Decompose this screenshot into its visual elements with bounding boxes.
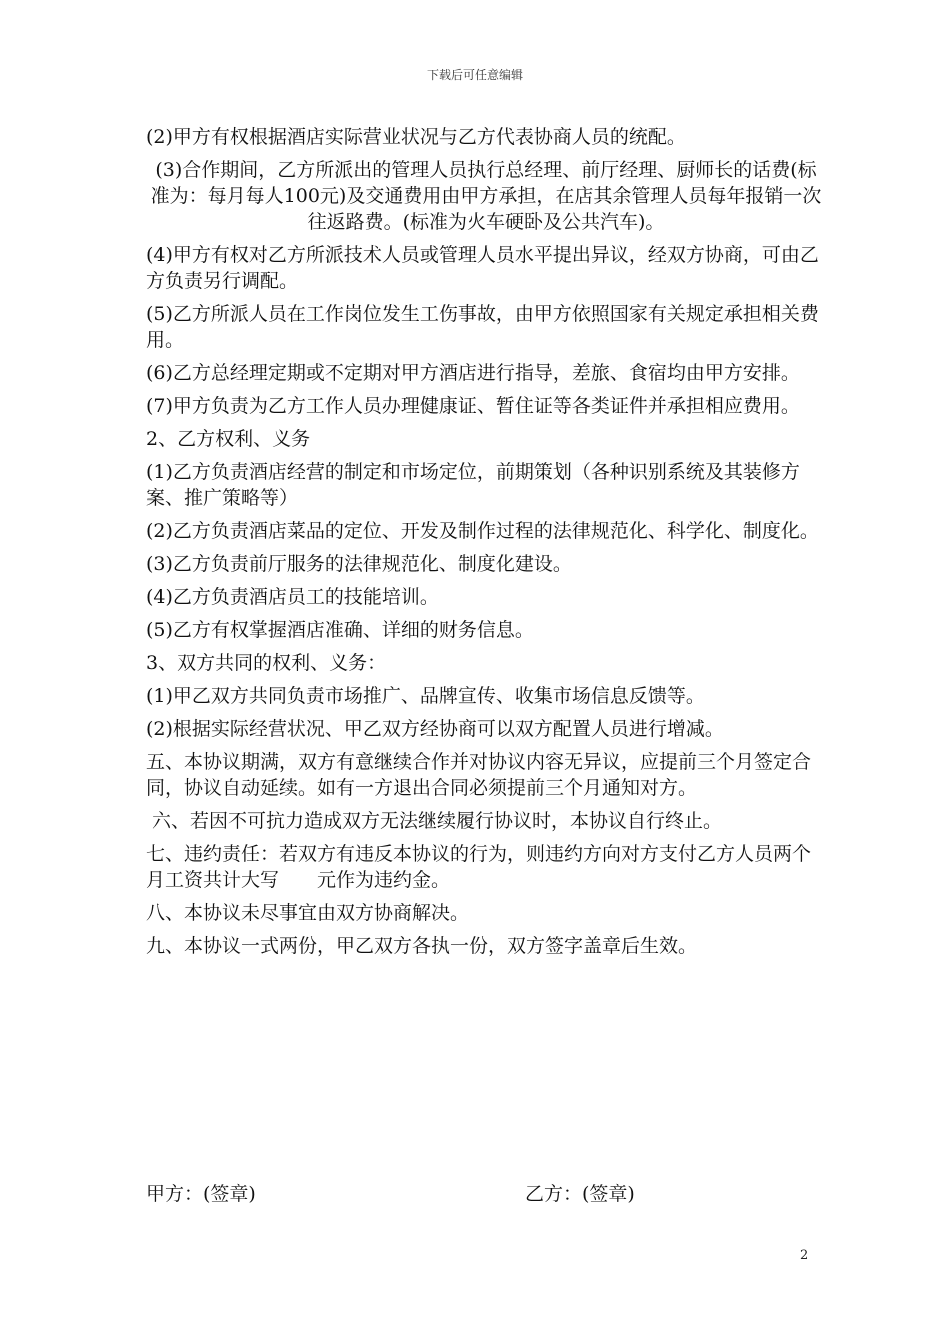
page-header: 下载后可任意编辑 <box>426 68 523 82</box>
clause-five: 五、本协议期满，双方有意继续合作并对协议内容无异议，应提前三个月签定合同，协议自动延续。如有一方退出合同必须提前三个月通知对方。 <box>146 751 812 799</box>
clause-seven: 七、违约责任：若双方有违反本协议的行为，则违约方向对方支付乙方人员两个月工资共计大写 元作为违约金。 <box>146 843 812 891</box>
document-body <box>146 124 826 966</box>
paragraph: (4)乙方负责酒店员工的技能培训。 <box>146 586 439 608</box>
page-number: 2 <box>800 1248 809 1263</box>
party-a-signature: 甲方：(签章) <box>146 1183 256 1205</box>
paragraph: (1)乙方负责酒店经营的制定和市场定位，前期策划（各种识别系统及其装修方案、推广策略等） <box>146 461 800 509</box>
paragraph: (4)甲方有权对乙方所派技术人员或管理人员水平提出异议，经双方协商，可由乙方负责另行调配。 <box>146 244 819 292</box>
paragraph: (3)乙方负责前厅服务的法律规范化、制度化建设。 <box>146 553 572 575</box>
section-heading: 2、乙方权利、义务 <box>146 428 311 450</box>
paragraph: (2)甲方有权根据酒店实际营业状况与乙方代表协商人员的统配。 <box>146 126 686 148</box>
paragraph: (2)乙方负责酒店菜品的定位、开发及制作过程的法律规范化、科学化、制度化。 <box>146 520 819 542</box>
clause-nine: 九、本协议一式两份，甲乙双方各执一份，双方签字盖章后生效。 <box>146 935 698 957</box>
paragraph: (2)根据实际经营状况、甲乙双方经协商可以双方配置人员进行增减。 <box>146 718 724 740</box>
clause-six: 六、若因不可抗力造成双方无法继续履行协议时，本协议自行终止。 <box>152 810 723 832</box>
section-heading: 3、双方共同的权利、义务： <box>146 652 387 674</box>
paragraph: (5)乙方所派人员在工作岗位发生工伤事故，由甲方依照国家有关规定承担相关费用。 <box>146 303 819 351</box>
paragraph: (5)乙方有权掌握酒店准确、详细的财务信息。 <box>146 619 534 641</box>
paragraph: (1)甲乙双方共同负责市场推广、品牌宣传、收集市场信息反馈等。 <box>146 685 705 707</box>
party-b-signature: 乙方：(签章) <box>525 1183 635 1205</box>
paragraph: (7)甲方负责为乙方工作人员办理健康证、暂住证等各类证件并承担相应费用。 <box>146 395 800 417</box>
clause-eight: 八、本协议未尽事宜由双方协商解决。 <box>146 902 470 924</box>
paragraph: (6)乙方总经理定期或不定期对甲方酒店进行指导，差旅、食宿均由甲方安排。 <box>146 362 800 384</box>
paragraph: (3)合作期间，乙方所派出的管理人员执行总经理、前厅经理、厨师长的话费(标准为：每月每人100元)及交通费用由甲方承担，在店其余管理人员每年报销一次往返路费。(标准为火车硬卧及公共汽车)。 <box>150 159 822 233</box>
